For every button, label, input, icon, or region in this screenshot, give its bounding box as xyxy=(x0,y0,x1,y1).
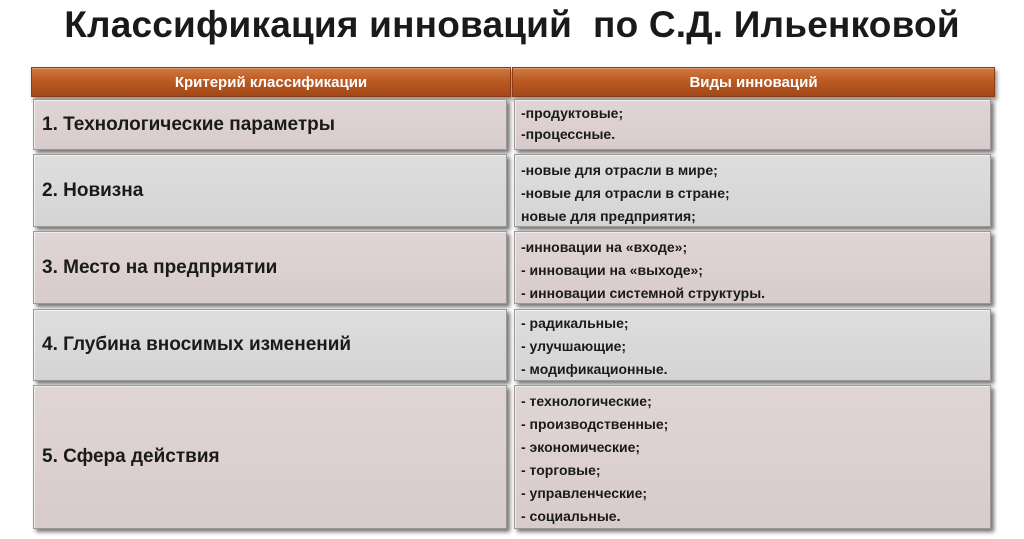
criterion-cell-place: 3. Место на предприятии xyxy=(33,231,507,304)
types-cell-depth xyxy=(514,309,991,381)
criterion-cell-depth: 4. Глубина вносимых изменений xyxy=(33,309,507,381)
header-types: Виды инноваций xyxy=(512,67,995,97)
type-item: -продуктовые; xyxy=(521,105,624,121)
criterion-cell-technology: 1. Технологические параметры xyxy=(33,99,507,150)
type-item: -инновации на «входе»; xyxy=(521,239,688,255)
type-item: - технологические; xyxy=(521,393,652,409)
type-item: - социальные. xyxy=(521,508,621,524)
types-cell-place xyxy=(514,231,991,304)
criterion-cell-scope: 5. Сфера действия xyxy=(33,385,507,529)
criterion-cell-novelty: 2. Новизна xyxy=(33,154,507,227)
type-item: - экономические; xyxy=(521,439,641,455)
type-item: - управленческие; xyxy=(521,485,648,501)
type-item: - инновации системной структуры. xyxy=(521,285,766,301)
header-criterion: Критерий классификации xyxy=(31,67,511,97)
type-item: - производственные; xyxy=(521,416,669,432)
type-item: - инновации на «выходе»; xyxy=(521,262,703,278)
types-cell-scope xyxy=(514,385,991,529)
types-cell-novelty xyxy=(514,154,991,227)
type-item: -новые для отрасли в стране; xyxy=(521,185,730,201)
type-item: - модификационные. xyxy=(521,361,668,377)
slide-title: Классификация инноваций по С.Д. Ильенковой xyxy=(64,4,960,45)
type-item: новые для предприятия; xyxy=(521,208,696,224)
type-item: - улучшающие; xyxy=(521,338,627,354)
type-item: -новые для отрасли в мире; xyxy=(521,162,718,178)
types-cell-technology xyxy=(514,99,991,150)
type-item: -процессные. xyxy=(521,126,616,142)
type-item: - торговые; xyxy=(521,462,601,478)
type-item: - радикальные; xyxy=(521,315,629,331)
